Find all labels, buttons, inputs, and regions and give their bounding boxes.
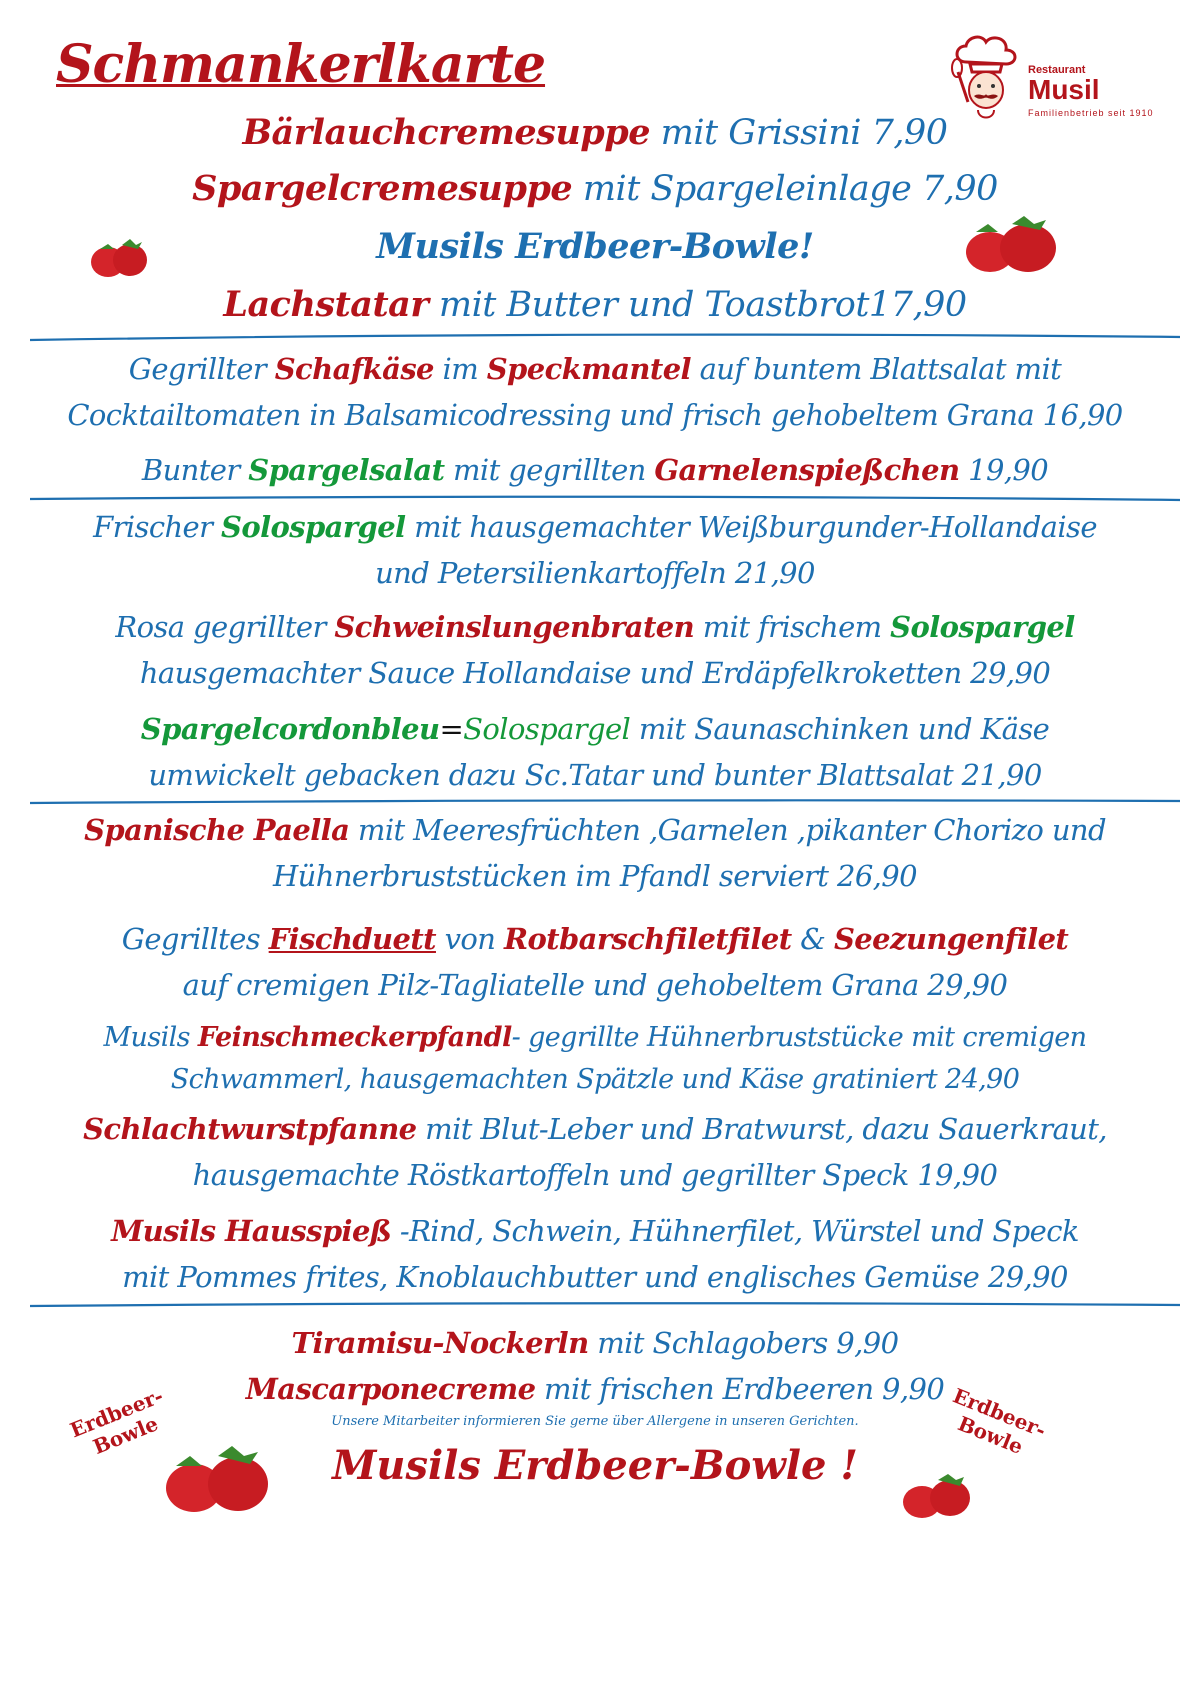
menu-line: Frischer Solospargel mit hausgemachter Weißburgunder-Hollandaise — [93, 510, 1097, 544]
menu-line: Rosa gegrillter Schweinslungenbraten mit frischem Solospargel — [115, 610, 1075, 644]
stamp-erdbeer-bowle-left: Erdbeer- Bowle — [66, 1383, 167, 1459]
special-item: Lachstatar mit Butter und Toastbrot17,90 — [223, 284, 967, 325]
stamp-erdbeer-bowle-right: Erdbeer- Bowle — [949, 1383, 1050, 1459]
logo-tagline: Familienbetrieb seit 1910 — [1028, 108, 1154, 118]
allergen-note: Unsere Mitarbeiter informieren Sie gerne über Allergene in unseren Gerichten. — [331, 1414, 859, 1429]
special-item: Musils Erdbeer-Bowle! — [376, 226, 814, 267]
menu-line: hausgemachter Sauce Hollandaise und Erdäpfelkroketten 29,90 — [139, 656, 1051, 690]
logo-name: Musil — [1028, 74, 1100, 105]
menu-line: Hühnerbruststücken im Pfandl serviert 26,90 — [272, 859, 918, 893]
section-divider — [30, 797, 1180, 807]
menu-line: Musils Feinschmeckerpfandl- gegrillte Hühnerbruststücke mit cremigen — [103, 1022, 1087, 1053]
menu-line: Musils Hausspieß -Rind, Schwein, Hühnerfilet, Würstel und Speck — [111, 1214, 1079, 1248]
section-divider — [30, 1300, 1180, 1310]
menu-line: Bunter Spargelsalat mit gegrillten Garnelenspießchen 19,90 — [141, 453, 1049, 487]
bowle-footer: Musils Erdbeer-Bowle ! — [332, 1442, 858, 1489]
menu-line: auf cremigen Pilz-Tagliatelle und gehobeltem Grana 29,90 — [182, 968, 1008, 1002]
menu-line: hausgemachte Röstkartoffeln und gegrillter Speck 19,90 — [192, 1158, 998, 1192]
menu-line: Spargelcordonbleu=Solospargel mit Saunaschinken und Käse — [140, 712, 1050, 746]
menu-line: Mascarponecreme mit frischen Erdbeeren 9,90 — [245, 1372, 945, 1406]
page-title: Schmankerlkarte — [56, 34, 546, 95]
menu-line: und Petersilienkartoffeln 21,90 — [375, 556, 815, 590]
logo-restaurant-label: Restaurant — [1028, 64, 1086, 76]
menu-line: Spanische Paella mit Meeresfrüchten ,Garnelen ,pikanter Chorizo und — [84, 813, 1106, 847]
menu-line: Gegrilltes Fischduett von Rotbarschfiletfilet & Seezungenfilet — [121, 922, 1069, 956]
section-divider — [30, 494, 1180, 504]
special-item: Bärlauchcremesuppe mit Grissini 7,90 — [242, 112, 948, 153]
menu-line: Gegrillter Schafkäse im Speckmantel auf buntem Blattsalat mit — [128, 352, 1062, 386]
menu-line: Cocktailtomaten in Balsamicodressing und frisch gehobeltem Grana 16,90 — [67, 398, 1123, 432]
menu-line: umwickelt gebacken dazu Sc.Tatar und bunter Blattsalat 21,90 — [148, 758, 1042, 792]
special-item: Spargelcremesuppe mit Spargeleinlage 7,90 — [192, 168, 998, 209]
section-divider — [30, 333, 1180, 343]
menu-line: mit Pommes frites, Knoblauchbutter und englisches Gemüse 29,90 — [122, 1260, 1068, 1294]
menu-line: Schwammerl, hausgemachten Spätzle und Käse gratiniert 24,90 — [170, 1064, 1020, 1095]
menu-line: Schlachtwurstpfanne mit Blut-Leber und Bratwurst, dazu Sauerkraut, — [83, 1112, 1107, 1146]
menu-line: Tiramisu-Nockerln mit Schlagobers 9,90 — [291, 1326, 899, 1360]
